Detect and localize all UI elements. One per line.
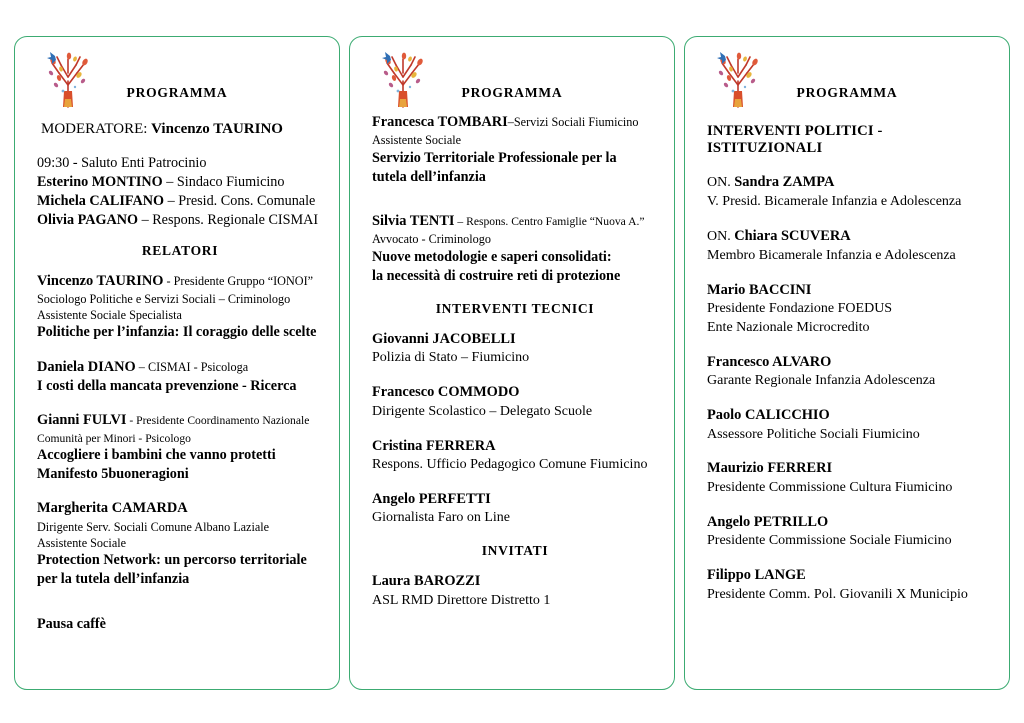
speaker-talk-line: Manifesto 5buoneragioni <box>37 466 189 483</box>
speaker-entry <box>37 272 323 343</box>
greeting-sep: – <box>138 211 153 228</box>
politician-name: Francesco ALVARO <box>707 353 832 370</box>
speaker-role-line: Assistente Sociale <box>37 536 127 550</box>
technical-entry <box>372 437 658 475</box>
guest-name: Laura BAROZZI <box>372 573 481 590</box>
politician-entry <box>707 353 993 391</box>
schedule-item <box>37 154 323 173</box>
schedule-text: 09:30 - Saluto Enti Patrocinio <box>37 155 207 171</box>
moderator-label: MODERATORE: <box>41 121 148 137</box>
politician-name-line <box>707 173 993 193</box>
greeting-role: Presid. Cons. Comunale <box>178 192 316 209</box>
politician-entry <box>707 173 993 212</box>
speaker-role-line: Assistente Sociale Specialista <box>37 308 182 323</box>
speaker-sep: – <box>135 359 148 374</box>
panel-heading: PROGRAMMA <box>796 85 898 100</box>
closing-note: Pausa caffè <box>37 615 106 632</box>
politician-role: Presidente Commissione Cultura Fiumicino <box>707 479 953 495</box>
speaker-role-line: Avvocato - Criminologo <box>372 232 491 247</box>
speaker-talk-line: Servizio Territoriale Professionale per la <box>372 149 617 166</box>
technical-entry <box>372 490 658 528</box>
speaker-talk-line: la necessità di costruire reti di protezione <box>372 267 621 284</box>
politician-name: Angelo PETRILLO <box>707 513 829 530</box>
politician-prefix: ON. <box>707 175 731 190</box>
speaker-entry <box>372 212 658 286</box>
guest-entry <box>372 572 658 610</box>
politician-role: Assessore Politiche Sociali Fiumicino <box>707 426 920 442</box>
greeting-sep: – <box>162 173 177 190</box>
greeting-name: Esterino MONTINO <box>37 173 163 190</box>
technical-entry <box>372 383 658 421</box>
politician-role: V. Presid. Bicamerale Infanzia e Adolescenza <box>707 193 962 209</box>
speaker-talk-line: I costi della mancata prevenzione - Ricerca <box>37 377 297 394</box>
politician-role: Ente Nazionale Microcredito <box>707 319 870 335</box>
speaker-role-inline: CISMAI - Psicologa <box>147 359 249 374</box>
section-title-relatori: RELATORI <box>141 242 219 258</box>
section-title-invitati: INVITATI <box>481 543 549 559</box>
speaker-name: Gianni FULVI <box>37 412 127 429</box>
speaker-name-line <box>37 411 323 430</box>
speaker-talk-line: tutela dell’infanzia <box>372 168 486 185</box>
speaker-name-line <box>37 499 323 518</box>
panel-2-body <box>364 113 660 611</box>
section-title-interventi-politici: INTERVENTI POLITICI - ISTITUZIONALI <box>707 123 883 156</box>
guest-role: ASL RMD Direttore Distretto 1 <box>372 592 551 608</box>
politician-name: Maurizio FERRERI <box>707 460 833 477</box>
speaker-name-line <box>372 113 658 132</box>
politician-entry <box>707 406 993 444</box>
politician-prefix: ON. <box>707 228 731 244</box>
greeting-name: Michela CALIFANO <box>37 192 165 209</box>
technical-name: Cristina FERRERA <box>372 437 496 454</box>
speaker-entry <box>372 113 658 187</box>
moderator-row <box>41 121 323 138</box>
politician-entry <box>707 281 993 338</box>
panel-header-2 <box>364 47 660 113</box>
politician-name: Filippo LANGE <box>707 567 806 584</box>
politician-role: Presidente Comm. Pol. Giovanili X Municipio <box>707 586 968 602</box>
technical-name: Giovanni JACOBELLI <box>372 331 516 347</box>
panel-1-body <box>29 121 325 633</box>
speaker-role-line: Sociologo Politiche e Servizi Sociali – Criminologo <box>37 291 291 306</box>
speaker-name: Francesca TOMBARI <box>372 114 508 130</box>
speaker-entry <box>37 411 323 484</box>
technical-role: Giornalista Faro on Line <box>372 510 511 526</box>
speaker-sep: – <box>507 115 514 129</box>
panel-heading: PROGRAMMA <box>461 85 563 100</box>
panel-heading: PROGRAMMA <box>126 85 228 100</box>
politician-name: Chiara SCUVERA <box>734 227 851 244</box>
program-panel-3 <box>684 36 1010 690</box>
speaker-entry <box>37 358 323 397</box>
speaker-role-inline: Servizi Sociali Fiumicino <box>513 115 639 129</box>
politician-name: Mario BACCINI <box>707 281 812 298</box>
speaker-name: Vincenzo TAURINO <box>37 272 164 289</box>
greeting-role: Sindaco Fiumicino <box>176 173 285 190</box>
speaker-name-line <box>37 272 323 291</box>
technical-entry <box>372 330 658 368</box>
greeting-name: Olivia PAGANO <box>37 211 139 228</box>
greeting-row <box>37 211 323 230</box>
technical-role: Respons. Ufficio Pedagogico Comune Fiumicino <box>372 457 648 473</box>
politician-role: Presidente Fondazione FOEDUS <box>707 301 893 316</box>
speaker-talk-line: Politiche per l’infanzia: Il coraggio delle scelte <box>37 324 317 341</box>
greeting-row <box>37 192 323 211</box>
politician-name: Sandra ZAMPA <box>734 174 835 190</box>
technical-role: Dirigente Scolastico – Delegato Scuole <box>372 403 593 419</box>
speaker-role-inline: Presidente Gruppo “IONOI” <box>173 273 314 288</box>
speaker-talk-line: Protection Network: un percorso territoriale <box>37 552 307 569</box>
technical-name: Angelo PERFETTI <box>372 490 491 507</box>
speaker-name: Margherita CAMARDA <box>37 500 188 517</box>
politician-role: Membro Bicamerale Infanzia e Adolescenza <box>707 247 956 263</box>
technical-role: Polizia di Stato – Fiumicino <box>372 350 530 366</box>
speaker-talk-line: Accogliere i bambini che vanno protetti <box>37 447 276 463</box>
speaker-talk-line: per la tutela dell’infanzia <box>37 571 190 588</box>
speaker-role-line: Comunità per Minori - Psicologo <box>37 431 191 445</box>
politician-entry <box>707 513 993 551</box>
panel-3-body <box>699 123 995 604</box>
moderator-name: Vincenzo TAURINO <box>151 121 283 137</box>
greeting-role: Respons. Regionale CISMAI <box>152 211 319 228</box>
speaker-sep: - <box>126 414 137 428</box>
speaker-role-line: Assistente Sociale <box>372 133 462 148</box>
speaker-name: Silvia TENTI <box>372 213 455 229</box>
politician-role: Garante Regionale Infanzia Adolescenza <box>707 373 936 389</box>
politician-name: Paolo CALICCHIO <box>707 407 830 424</box>
program-panel-1 <box>14 36 340 690</box>
speaker-name-line <box>37 358 323 377</box>
technical-name: Francesco COMMODO <box>372 384 520 401</box>
politician-entry <box>707 227 993 266</box>
speaker-role-inline: Presidente Coordinamento Nazionale <box>136 414 310 428</box>
politician-entry <box>707 459 993 497</box>
speaker-entry <box>37 499 323 589</box>
speaker-name-line <box>372 212 658 231</box>
speaker-talk-line: Nuove metodologie e saperi consolidati: <box>372 248 612 265</box>
program-panel-2 <box>349 36 675 690</box>
panel-header-1 <box>29 47 325 113</box>
speaker-sep: - <box>163 273 174 288</box>
politician-name-line <box>707 227 993 247</box>
section-title-interventi-tecnici: INTERVENTI TECNICI <box>435 301 595 316</box>
speaker-name: Daniela DIANO <box>37 358 136 375</box>
politician-role: Presidente Commissione Sociale Fiumicino <box>707 533 952 549</box>
greeting-row <box>37 173 323 192</box>
greeting-sep: – <box>164 192 179 209</box>
speaker-role-inline: Respons. Centro Famiglie “Nuova A.” <box>466 215 645 228</box>
speaker-sep: – <box>454 215 467 228</box>
speaker-role-line: Dirigente Serv. Sociali Comune Albano Laziale <box>37 519 270 534</box>
panel-header-3 <box>699 47 995 113</box>
politician-entry <box>707 566 993 604</box>
